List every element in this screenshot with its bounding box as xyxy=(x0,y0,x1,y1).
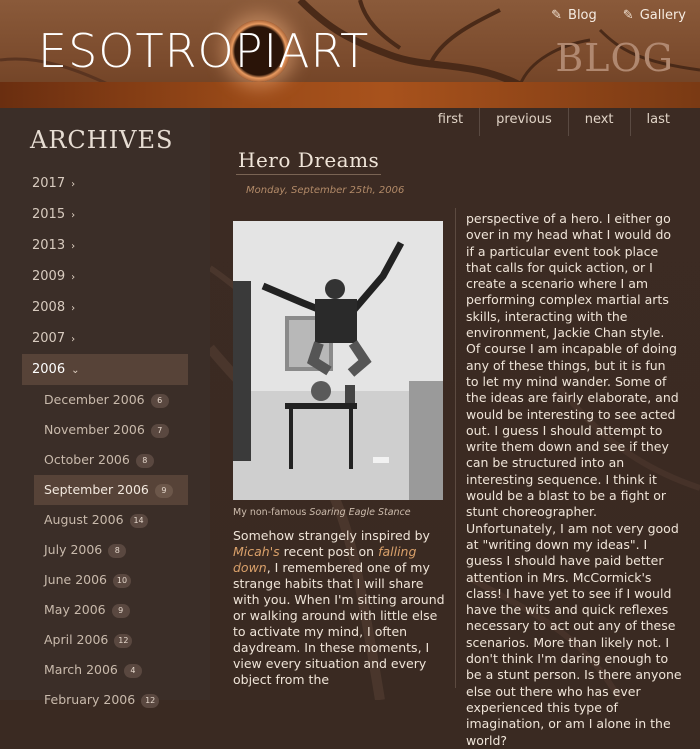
pencil-icon: ✎ xyxy=(551,8,563,23)
post-date: Monday, September 25th, 2006 xyxy=(246,185,405,196)
year-label: 2006 xyxy=(32,362,66,377)
chevron-right-icon: › xyxy=(71,210,76,221)
post-count-badge: 6 xyxy=(151,394,169,408)
caption-emphasis: Soaring Eagle Stance xyxy=(309,507,411,518)
post-count-badge: 7 xyxy=(151,424,169,438)
month-label: December 2006 xyxy=(44,392,145,407)
archive-year-2006[interactable] xyxy=(22,354,188,385)
section-title: BLOG xyxy=(555,36,674,80)
archive-month-item[interactable] xyxy=(22,535,188,565)
month-label: May 2006 xyxy=(44,602,106,617)
year-label: 2013 xyxy=(32,238,66,253)
body-text: Somehow strangely inspired by xyxy=(233,528,430,543)
month-label: September 2006 xyxy=(44,482,149,497)
pager-next-link[interactable]: next xyxy=(568,108,630,136)
post-count-badge: 4 xyxy=(124,664,142,678)
post-count-badge: 14 xyxy=(130,514,148,528)
main-area xyxy=(0,108,700,748)
archive-month-item[interactable] xyxy=(22,625,188,655)
archive-year-2015[interactable] xyxy=(22,199,188,230)
nav-link-label: Gallery xyxy=(639,8,686,23)
header-glow-band xyxy=(0,82,700,108)
pager-first-link[interactable]: first xyxy=(437,112,464,127)
archive-month-item[interactable] xyxy=(22,445,188,475)
month-label: February 2006 xyxy=(44,692,136,707)
year-label: 2015 xyxy=(32,207,66,222)
archive-month-item-selected[interactable] xyxy=(34,475,188,505)
link-micah[interactable]: Micah's xyxy=(233,544,280,559)
archives-sidebar xyxy=(0,108,210,707)
archives-title: ARCHIVES xyxy=(30,126,174,154)
post-count-badge: 9 xyxy=(112,604,130,618)
nav-link-label: Blog xyxy=(568,8,597,23)
archive-month-item[interactable] xyxy=(22,415,188,445)
month-label: August 2006 xyxy=(44,512,124,527)
post-body-column-1 xyxy=(233,528,448,688)
nav-link-gallery[interactable] xyxy=(623,8,686,23)
archive-year-2008[interactable] xyxy=(22,292,188,323)
archive-month-list xyxy=(22,385,188,715)
post-body-column-2: perspective of a hero. I either go over in my head what I would do if a particular event took place that calls for quick action, or I create a scenario where I am performing complex martial arts skills, interacting with the environment, Jackie Chan style. Of course I am incapable of doing any of these things, but it is fun to let my mind wander. Some of the ideas are fairly elaborate, and would be interesting to see acted out. I guess I should attempt to write them down and see if they can be structured into an interesting sequence. I think it would be a blast to be a fight or stunt choreographer. Unfortunately, I am not very good at "writing down my ideas". I guess I should have paid better attention in Mrs. McCormick's class! I have yet to see if I would have the wits and quick reflexes necessary to act out any of these scenarios. More than likely not. I don't think I'm daring enough to be a stunt person. Is there anyone else out there who has ever experienced this type of imagination, or am I alone in the world? xyxy=(466,211,682,748)
top-navigation xyxy=(551,8,686,23)
caption-text: My non-famous xyxy=(233,507,310,518)
post-count-badge: 12 xyxy=(141,694,159,708)
archive-year-2007[interactable] xyxy=(22,323,188,354)
chevron-down-icon: ⌄ xyxy=(71,365,80,376)
archive-month-item[interactable] xyxy=(22,655,188,685)
archive-year-2017[interactable] xyxy=(22,168,188,199)
year-label: 2007 xyxy=(32,331,66,346)
post-title[interactable]: Hero Dreams xyxy=(236,148,381,175)
month-label: November 2006 xyxy=(44,422,145,437)
month-label: April 2006 xyxy=(44,632,109,647)
link-falling-down[interactable]: falling down xyxy=(233,544,417,575)
photo-image xyxy=(233,221,443,500)
post-count-badge: 8 xyxy=(136,454,154,468)
chevron-right-icon: › xyxy=(71,241,76,252)
post-photo[interactable] xyxy=(233,221,443,500)
month-label: March 2006 xyxy=(44,662,118,677)
body-text: , I remembered one of my strange habits that I will share with you. When I'm sitting around or walking around with little else to activate my mind, I often daydream. In these moments, I view every situation and every object from the xyxy=(233,560,445,687)
column-divider xyxy=(455,208,456,688)
pager-previous-link[interactable]: previous xyxy=(479,108,568,136)
post-count-badge: 12 xyxy=(114,634,132,648)
archive-month-item[interactable] xyxy=(22,565,188,595)
pencil-icon: ✎ xyxy=(622,8,634,23)
chevron-right-icon: › xyxy=(71,272,76,283)
post-count-badge: 10 xyxy=(113,574,131,588)
nav-link-blog[interactable] xyxy=(551,8,597,23)
pager-last-link[interactable]: last xyxy=(630,108,686,136)
archives-year-list xyxy=(22,168,188,715)
month-label: June 2006 xyxy=(44,572,108,587)
chevron-right-icon: › xyxy=(71,334,76,345)
post-count-badge: 8 xyxy=(108,544,126,558)
post-pager xyxy=(422,108,686,136)
archive-year-2013[interactable] xyxy=(22,230,188,261)
chevron-right-icon: › xyxy=(71,179,76,190)
month-label: July 2006 xyxy=(44,542,103,557)
year-label: 2008 xyxy=(32,300,66,315)
archive-month-item[interactable] xyxy=(22,505,188,535)
site-header xyxy=(0,0,700,108)
archive-year-2009[interactable] xyxy=(22,261,188,292)
year-label: 2009 xyxy=(32,269,66,284)
year-label: 2017 xyxy=(32,176,66,191)
photo-caption xyxy=(233,507,411,518)
chevron-right-icon: › xyxy=(71,303,76,314)
post-count-badge: 9 xyxy=(155,484,173,498)
archive-month-item[interactable] xyxy=(22,685,188,715)
body-text: recent post on xyxy=(279,544,379,559)
archive-month-item[interactable] xyxy=(22,595,188,625)
archive-month-item[interactable] xyxy=(22,385,188,415)
month-label: October 2006 xyxy=(44,452,130,467)
site-logo[interactable]: ESOTROPIART xyxy=(38,24,370,78)
